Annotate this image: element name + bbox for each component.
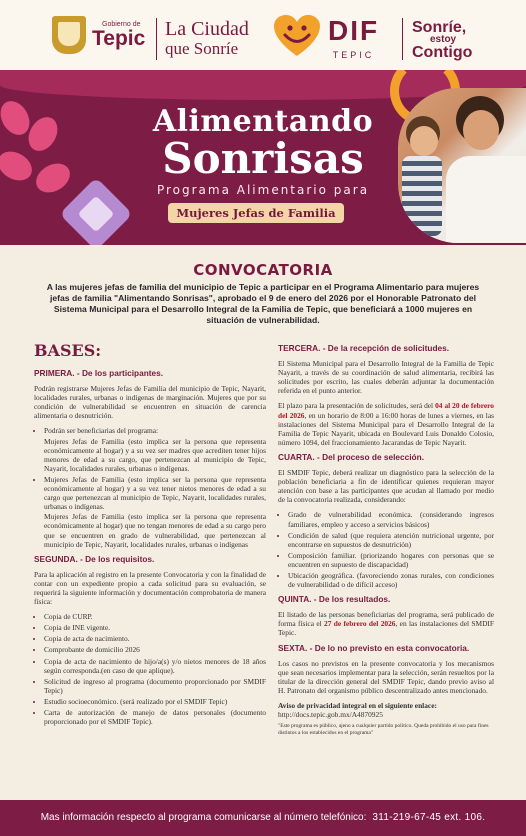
list-item: • Solicitud de ingreso al programa (documento proporcionado por SMDIF Tepic) xyxy=(44,677,266,695)
footer-bar xyxy=(0,800,526,836)
quinta-heading: QUINTA. - De los resultados. xyxy=(278,594,391,605)
dif-wordmark xyxy=(328,17,379,63)
hero-title-line1: Alimentando xyxy=(152,104,374,139)
tercera-dates: 04 al 20 de febrero del 2026 xyxy=(278,401,495,420)
list-item: • Comprobante de domicilio 2026 xyxy=(44,645,266,654)
primera-item2-detail: Mujeres Jefas de Familia (esto implica ser la persona que representa económicamente al hogar) que no tengan menores de edad a su cargo pero que se encuentren en grado de vulnerabilidad, que pertenezcan al municipio de Tepic, Nayarit, localidades rurales, urbanas o indígenas xyxy=(44,512,266,549)
convocatoria-body xyxy=(0,245,526,800)
cuarta-paragraph: El SMDIF Tepic, deberá realizar un diagnóstico para la selección de la población beneficiaria a fin de identificar quienes requieran mayor atención con base a las participantes que acudan al llamado por medio de la convocatoria realizada, considerando: xyxy=(278,468,494,505)
quinta-p1-end: , en las instalaciones del SMDIF Tepic. xyxy=(278,619,494,638)
hero-subtitle: Programa Alimentario para xyxy=(156,183,370,197)
list-item: • Copia de acta de nacimiento. xyxy=(44,634,266,643)
primera-item2: Mujeres Jefas de Familia (esto implica ser la persona que representa económicamente al hogar) y a su vez tener nietos menores de edad a su cargo que pertenezcan al municipio de Tepic, Nayarit, localidades rurales, urbanas o indígenas. xyxy=(44,474,266,512)
tercera-p2-start: El plazo para la presentación de solicitudes, será del xyxy=(278,401,436,411)
convocatoria-intro: A las mujeres jefas de familia del municipio de Tepic a participar en el Programa Alimentario para mujeres jefas de familia "Alimentando Sonrisas", aprobado el 9 de enero del 2026 por el Honorable Patronato del Sistema Municipal para el Desarrollo Integral de la Familia de Tepic, que beneficiará a 1000 mujeres en situación de vulnerabilidad. xyxy=(46,282,480,325)
disclaimer-note: "Este programa es público, ajeno a cualquier partido político. Queda prohibido el uso para fines distintos a los establecidos en el programa" xyxy=(278,723,489,737)
primera-heading: PRIMERA. - De los participantes. xyxy=(34,368,164,378)
bases-title: BASES: xyxy=(34,341,102,360)
tepic-label: Tepic xyxy=(92,27,146,50)
list-item: • Copia de INE vigente. xyxy=(44,623,266,632)
dif-smile-heart-icon xyxy=(272,14,322,58)
tepic-shield-icon xyxy=(52,16,86,54)
footer-text: Mas información respecto al programa comunicarse al número telefónico: xyxy=(40,812,367,823)
sonrie-line3: Contigo xyxy=(412,44,473,61)
primera-list xyxy=(34,426,266,548)
privacy-label: Aviso de privacidad integral en el siguiente enlace: xyxy=(278,701,437,710)
left-column xyxy=(34,369,266,732)
list-item: • Condición de salud (que requiera atención nutricional urgente, por encontrarse en supuestos de desnutrición) xyxy=(288,531,494,549)
gobierno-label: Gobierno de xyxy=(102,21,141,28)
primera-item1-detail: Mujeres Jefas de Familia (esto implica ser la persona que representa económicamente al hogar) y a su vez ser madres que acrediten tener hijos menores de edad a su cargo, que pertenezcan al municipio de Tepic, Nayarit, localidades rurales, urbanas o indígenas. xyxy=(44,436,266,473)
dif-sub: TEPIC xyxy=(332,50,375,60)
dif-name: DIF xyxy=(328,15,380,46)
primera-item1-intro: Podrán ser beneficiarias del programa: xyxy=(44,426,159,436)
ciudad-line2: que Sonríe xyxy=(165,39,239,58)
right-column xyxy=(278,344,494,737)
convocatoria-title: CONVOCATORIA xyxy=(193,261,333,279)
ciudad-line1: La Ciudad xyxy=(165,18,249,40)
divider xyxy=(402,18,403,60)
divider xyxy=(156,18,157,60)
quinta-paragraph xyxy=(278,610,494,637)
list-item: • Copia de acta de nacimiento de hijo/a(s) y/o nietos menores de 18 años según corresponda.(en caso de que aplique). xyxy=(44,657,266,675)
list-item: • Ubicación geográfica. (favoreciendo zonas rurales, con condiciones de vulnerabilidad o de difícil acceso) xyxy=(288,571,494,589)
tercera-heading: TERCERA. - De la recepción de solicitudes. xyxy=(278,343,450,353)
sexta-heading: SEXTA. - De lo no previsto en esta convocatoria. xyxy=(278,642,470,653)
quinta-date: 27 de febrero del 2026 xyxy=(324,619,396,629)
primera-paragraph: Podrán registrarse Mujeres Jefas de Familia del municipio de Tepic, Nayarit, localidades rurales, urbanas o indígenas de marginación. Mujeres que por su condición de vulnerabilidad se encuentren en situación de carencia alimentaria o desnutrición. xyxy=(34,384,266,421)
list-item xyxy=(44,475,266,549)
list-item: • Composición familiar. (priorizando hogares con personas que se encuentren en supuesto de discapacidad) xyxy=(288,551,494,569)
list-item xyxy=(44,426,266,472)
footer-phone[interactable]: 311-219-67-45 ext. 106. xyxy=(372,812,486,823)
sonrie-line2: estoy xyxy=(430,34,457,45)
hero-pill: Mujeres Jefas de Familia xyxy=(168,203,344,223)
segunda-paragraph: Para la aplicación al registro en la presente Convocatoria y con la finalidad de contar con un expediente propio a cada solicitud para su evaluación, se requerirá la siguiente información y documentación comprobatoria de manera física: xyxy=(34,569,266,607)
hero-title-line2: Sonrisas xyxy=(162,134,364,183)
list-item: • Copia de CURP. xyxy=(44,612,266,621)
sonrie-line1: Sonríe, xyxy=(412,19,467,36)
quinta-p1-start: El listado de las personas beneficiarias del programa, será publicado de forma física el xyxy=(278,610,494,629)
header-bar xyxy=(0,0,526,70)
list-item: • Grado de vulnerabilidad económica. (considerando ingresos familiares, empleo y acceso a servicios básicos) xyxy=(288,510,494,528)
list-item: • Estudio socioeconómico. (será realizado por el SMDIF Tepic) xyxy=(44,697,266,706)
ciudad-slogan xyxy=(165,20,249,58)
cuarta-list xyxy=(278,510,494,589)
list-item: • Carta de autorización de manejo de datos personales (documento proporcionado por el SMDIF Tepic). xyxy=(44,708,266,726)
sonrie-slogan xyxy=(412,20,472,60)
segunda-list xyxy=(34,612,266,726)
tercera-p2-end: , en un horario de 8:00 a 16:00 horas de lunes a viernes, en las instalaciones del Sistema Municipal para el Desarrollo Integral de la Familia de Tepic Nayarit, ubicada en Boulevard Luis Donaldo Colosio, número 1094, del fraccionamiento Jacarandas de Tepic Nayarit. xyxy=(278,410,494,447)
tercera-paragraph1: El Sistema Municipal para el Desarrollo Integral de la Familia de Tepic Nayarit, a través de su coordinación de salud alimentaria, recibirá las solicitudes por escrito, las cuales deberán adjuntar la documentación referida en el punto anterior. xyxy=(278,359,494,396)
gobierno-tepic-logo xyxy=(52,16,145,54)
tercera-paragraph2 xyxy=(278,401,494,446)
privacy-link[interactable]: http://docs.tepic.gob.mx/A4870925 xyxy=(278,710,383,720)
segunda-heading: SEGUNDA. - De los requisitos. xyxy=(34,553,155,564)
cuarta-heading: CUARTA. - Del proceso de selección. xyxy=(278,451,424,462)
sexta-paragraph: Los casos no previstos en la presente convocatoria y los mecanismos que sean necesarios implementar para la selección, serán resueltos por la titular de la dirección general del SMDIF Tepic, dando previo aviso al H. Patronato del organismo público descentralizado antes mencionado. xyxy=(278,658,494,695)
